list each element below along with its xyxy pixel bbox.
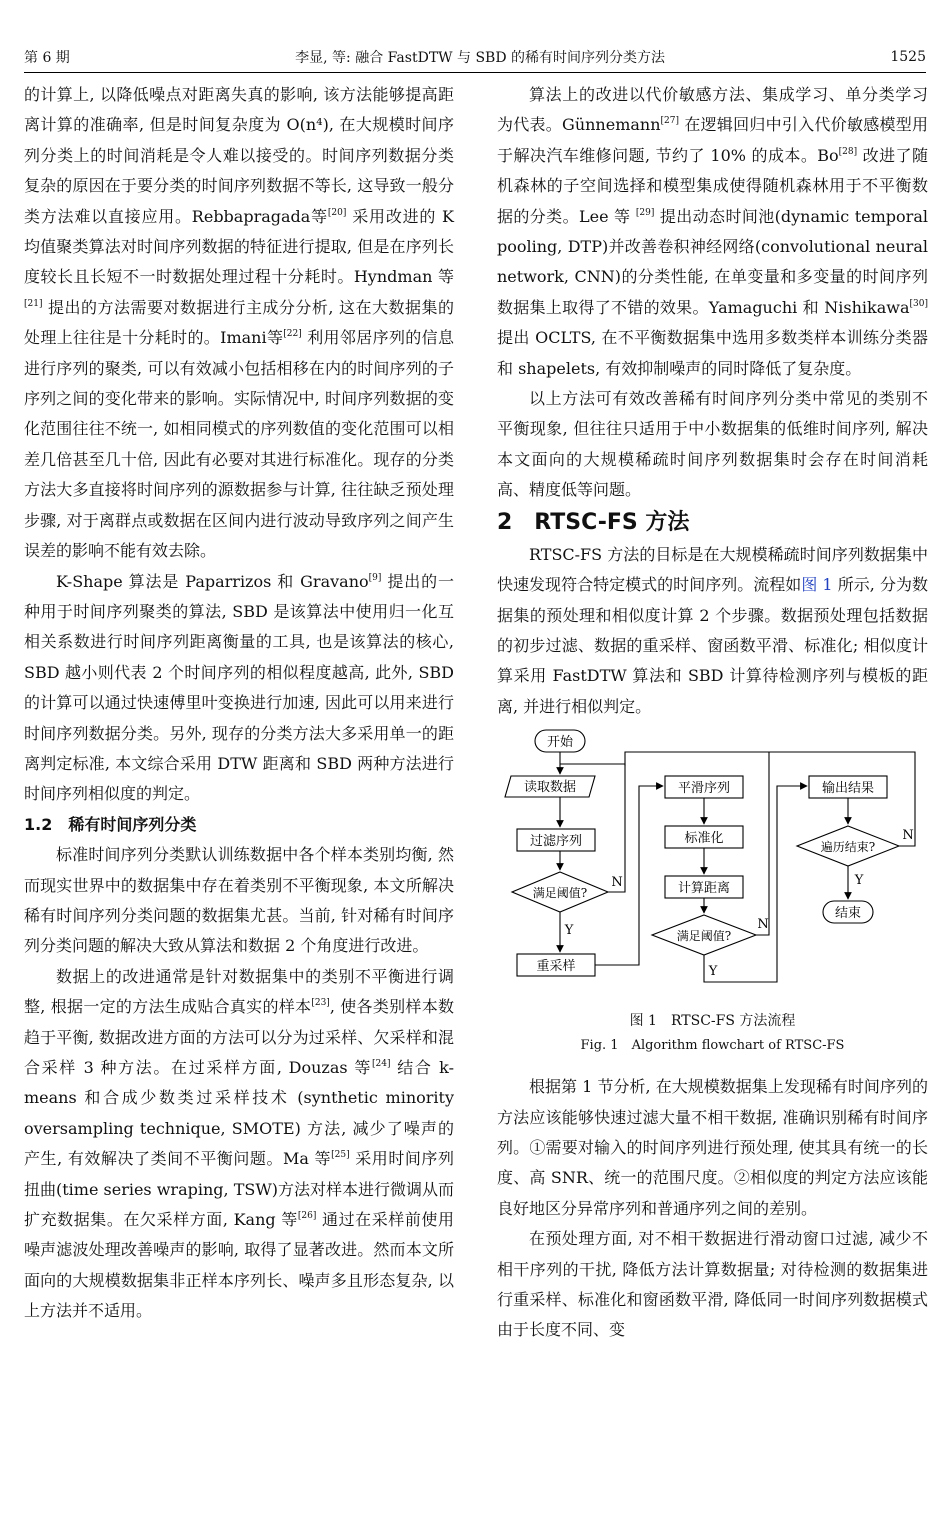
threshold-2-label: 满足阈值?	[676, 929, 732, 944]
issue-number: 第 6 期	[24, 50, 70, 66]
no-label-3: N	[902, 828, 914, 844]
left-paragraph-1: 的计算上, 以降低噪点对距离失真的影响, 该方法能够提高距离计算的准确率, 但是时间复杂度为 O(n⁴), 在大规模时间序列分类上的时间消耗是令人难以接受的。时间序列数据分类复杂的原因在于要分类的时间序列数据不等长, 这导致一般分类方法难以直接应用。Rebbapragada等[20] 采用改进的 K 均值聚类算法对时间序列数据的特征进行提取, 但是在序列长度较长且长短不一时数据处理过程十分耗时。Hyndman 等[21] 提出的方法需要对数据进行主成分分析, 这在大数据集的处理上往往是十分耗时的。Imani等[22] 利用邻居序列的信息进行序列的聚类, 可以有效减小包括相移在内的时间序列的子序列之间的变化带来的影响。实际情况中, 时间序列数据的变化范围往往不统一, 如相同模式的序列数值的变化范围可以相差几倍甚至几十倍, 因此有必要对其进行标准化。现存的分类方法大多直接将时间序列的源数据参与计算, 往往缺乏预处理步骤, 对于离群点或数据在区间内进行波动导致序列之间产生误差的影响不能有效去除。	[24, 85, 454, 561]
right-column	[497, 80, 928, 1346]
flowchart-svg	[497, 726, 928, 1008]
left-column	[24, 80, 454, 1327]
figure-1-link[interactable]: 图 1	[801, 575, 833, 595]
no-label-1: N	[611, 875, 623, 891]
yes-label-1: Y	[564, 923, 574, 939]
right-paragraph-1: 算法上的改进以代价敏感方法、集成学习、单分类学习为代表。Günnemann[27] 在逻辑回归中引入代价敏感模型用于解决汽车维修问题, 节约了 10% 的成本。Bo[28] 改进了随机森林的子空间选择和模型集成使得随机森林用于不平衡数据的分类。Lee 等 [29] 提出动态时间池(dynamic temporal pooling, DTP)并改善卷积神经网络(convolutional neural network, CNN)的分类性能, 在单变量和多变量的时间序列数据集上取得了不错的效果。Yamaguchi 和 Nishikawa[30] 提出 OCLTS, 在不平衡数据集中选用多数类样本训练分类器和 shapelets, 有效抑制噪声的同时降低了复杂度。	[497, 85, 928, 378]
running-title: 李显, 等: 融合 FastDTW 与 SBD 的稀有时间序列分类方法	[295, 50, 665, 66]
start-label: 开始	[546, 735, 574, 751]
figure-caption-en: Fig. 1 Algorithm flowchart of RTSC-FS	[580, 1038, 845, 1054]
flowchart-figure	[497, 726, 928, 1008]
filter-label: 过滤序列	[529, 834, 583, 850]
page-number: 1525	[890, 49, 926, 65]
left-paragraph-4: 数据上的改进通常是针对数据集中的类别不平衡进行调整, 根据一定的方法生成贴合真实的样本[23], 使各类别样本数趋于平衡, 数据改进方面的方法可以分为过采样、欠采样和混合采样 3 种方法。在过采样方面, Douzas 等[24] 结合 k-means 和合成少数类过采样技术 (synthetic minority oversampling technique, SMOTE) 方法, 减少了噪声的产生, 有效解决了类间不平衡问题。Ma 等[25] 采用时间序列扭曲(time series wraping, TSW)方法对样本进行微调从而扩充数据集。在欠采样方面, Kang 等[26] 通过在采样前使用噪声滤波处理改善噪声的影响, 取得了显著改进。然而本文所面向的大规模数据集非正样本序列长、噪声多且形态复杂, 以上方法并不适用。	[24, 966, 455, 1321]
resample-label: 重采样	[536, 959, 576, 975]
left-paragraph-2: K-Shape 算法是 Paparrizos 和 Gravano[9] 提出的一种用于时间序列聚类的算法, SBD 是该算法中使用归一化互相关系数进行时间序列距离衡量的工具, 也是该算法的核心, SBD 越小则代表 2 个时间序列的相似程度越高, 此外, SBD 的计算可以通过快速傅里叶变换进行加速, 因此可以用来进行时间序列数据分类。另外, 现存的分类方法大多采用单一的距离判定标准, 本文综合采用 DTW 距离和 SBD 两种方法进行时间序列相似度的判定。	[24, 571, 454, 804]
section-heading-2: 2 RTSC-FS 方法	[497, 509, 690, 535]
right-paragraph-5: 在预处理方面, 对不相干数据进行滑动窗口过滤, 减少不相干序列的干扰, 降低方法计算数据量; 对待检测的数据集进行重采样、标准化和窗函数平滑, 降低同一时间序列数据模式由于长度不同、变	[497, 1229, 928, 1340]
distance-label: 计算距离	[677, 881, 731, 897]
traverse-label: 遍历结束?	[820, 840, 876, 855]
right-paragraph-2: 以上方法可有效改善稀有时间序列分类中常见的类别不平衡现象, 但往往只适用于中小数据集的低维时间序列, 解决本文面向的大规模稀疏时间序列数据集时会存在时间消耗高、精度低等问题。	[497, 389, 928, 500]
right-paragraph-4: 根据第 1 节分析, 在大规模数据集上发现稀有时间序列的方法应该能够快速过滤大量不相干数据, 准确识别稀有时间序列。①需要对输入的时间序列进行预处理, 使其具有统一的长度、高 SNR、统一的范围尺度。②相似度的判定方法应该能良好地区分异常序列和普通序列之间的差别。	[497, 1077, 928, 1218]
normalize-label: 标准化	[684, 831, 724, 847]
end-label: 结束	[834, 906, 862, 922]
right-paragraph-3b: 所示, 分为数据集的预处理和相似度计算 2 个步骤。数据预处理包括数据的初步过滤、数据的重采样、窗函数平滑、标准化; 相似度计算采用 FastDTW 算法和 SBD 计算待检测序列与模板的距离, 并进行相似判定。	[497, 575, 928, 716]
left-paragraph-3: 标准时间序列分类默认训练数据中各个样本类别均衡, 然而现实世界中的数据集中存在着类别不平衡现象, 本文所解决稀有时间序列分类问题的数据集尤甚。当前, 针对稀有时间序列分类问题的解决大致从算法和数据 2 个角度进行改进。	[24, 845, 454, 956]
right-paragraph-3	[497, 540, 928, 722]
section-heading-1-2: 1.2 稀有时间序列分类	[24, 814, 197, 834]
threshold-1-label: 满足阈值?	[532, 886, 588, 901]
yes-label-3: Y	[854, 873, 864, 889]
header-rule	[24, 72, 926, 73]
smooth-label: 平滑序列	[677, 781, 731, 797]
running-header	[24, 44, 926, 70]
no-label-2: N	[757, 917, 769, 933]
yes-label-2: Y	[708, 964, 718, 980]
output-label: 输出结果	[821, 781, 875, 797]
figure-caption: 图 1 RTSC-FS 方法流程	[629, 1013, 796, 1030]
read-label: 读取数据	[523, 780, 577, 796]
right-paragraph-3a: RTSC-FS 方法的目标是在大规模稀疏时间序列数据集中快速发现符合特定模式的时间序列。流程如	[497, 544, 928, 595]
